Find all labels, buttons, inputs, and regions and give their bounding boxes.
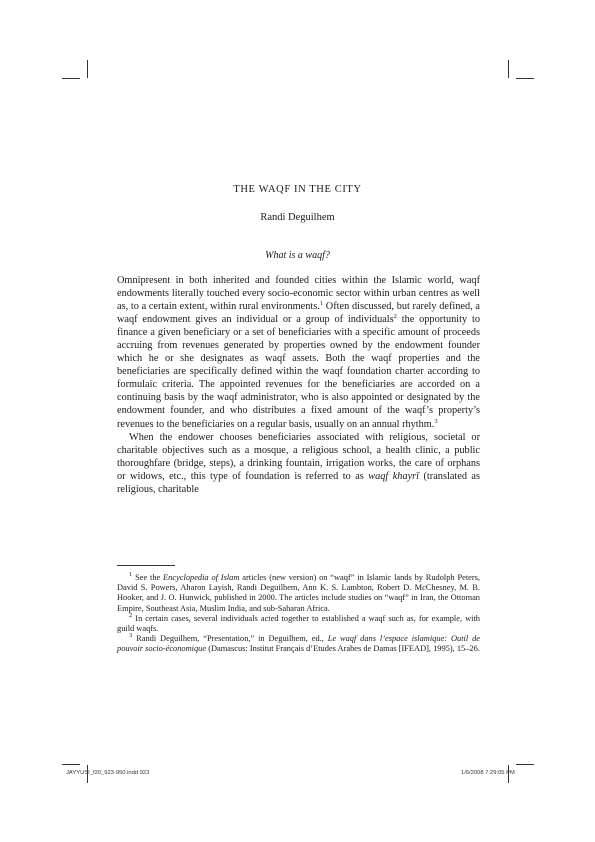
paragraph-2-text-a: When the endower chooses beneficiaries associated with religious, societal or charitable objectives such as a mosque, a religious school, a health clinic, a public thoroughfare (bridge, steps), a drinking fountain, irrigation works, the care of orphans or widows, etc., this type of foundation is referred to as <box>117 431 480 482</box>
footnotes <box>117 573 480 655</box>
paragraph-2-text-b: (translated as religious, charitable <box>117 470 481 495</box>
footnote-3-number: 3 <box>129 632 133 640</box>
crop-mark-top-left <box>87 60 88 78</box>
footnote-1-text-b: articles (new version) on “waqf” in Islamic lands by Rudolph Peters, David S. Powers, Aharon Layish, Randi Deguilhem, Ann K. S. Lambton, Robert D. McChesney, M. B. Hooker, and J. O. Hunwick, published in 2000. The articles include studies on “waqf” in Iran, the Ottoman Empire, Southeast Asia, Muslim India, and sub-Saharan Africa. <box>117 573 481 613</box>
paragraph-1-text-b: Often discussed, but rarely defined, a waqf endowment gives an individual or a group of individuals <box>117 301 481 326</box>
footnote-3-work-title: Le waqf dans l’espace islamique: Outil de pouvoir socio-économique <box>117 634 480 654</box>
paragraph-1-text-c: the opportunity to finance a given beneficiary or a set of beneficiaries with a specific amount of proceeds accruing from revenues generated by properties owned by the endowment founder which he or she designates as waqf assets. Both the waqf properties and the beneficiaries are specifically defined within the waqf foundation charter according to formulaic criteria. The appointed revenues for the beneficiaries are accorded on a continuing basis by the waqf administrator, who is also appointed or designated by the endowment founder, and who distributes a fixed amount of the waqf’s property’s revenues to the beneficiaries on a regular basis, usually on an annual rhythm. <box>117 314 480 430</box>
article-author: Randi Deguilhem <box>260 212 335 223</box>
footnote-divider <box>117 565 175 566</box>
footnote-3-text-b: (Damascus: Institut Français d’Etudes Arabes de Damas [IFEAD], 1995), 15–26. <box>206 644 480 654</box>
footnote-3 <box>117 634 480 654</box>
print-slug-file: JAYYUSI_f20_923-950.indd 923 <box>66 770 150 776</box>
footnote-1-text-a: See the <box>132 573 164 582</box>
body-text <box>117 274 480 496</box>
footnote-2 <box>117 611 480 634</box>
footnote-ref-1[interactable]: 1 <box>319 300 324 308</box>
footnote-ref-2[interactable]: 2 <box>393 313 397 321</box>
paragraph-1-text-a: Omnipresent in both inherited and founded cities within the Islamic world, waqf endowments literally touched every socio-economic sector within urban centres as well as, to a certain extent, within rural environments. <box>117 275 480 313</box>
footnote-2-number: 2 <box>129 611 133 619</box>
article-title: THE WAQF IN THE CITY <box>233 184 362 195</box>
footnote-3-text-a: Randi Deguilhem, “Presentation,” in Deguilhem, ed., <box>132 634 328 644</box>
footnote-ref-3[interactable]: 3 <box>434 417 438 425</box>
crop-mark-top-right <box>508 60 509 78</box>
term-waqf-khayri: waqf khayrī <box>368 470 420 482</box>
footnote-1-number: 1 <box>129 571 133 578</box>
section-heading: What is a waqf? <box>265 250 330 261</box>
crop-mark-bottom-right-h <box>516 764 534 765</box>
crop-mark-top-left-h <box>62 78 80 79</box>
footnote-2-text: In certain cases, several individuals acted together to established a waqf such as, for example, with guild waqfs. <box>117 613 480 634</box>
paragraph-2 <box>117 431 480 496</box>
footnote-1 <box>117 573 480 614</box>
crop-mark-bottom-left-h <box>62 764 80 765</box>
footnote-1-work-title: Encyclopedia of Islam <box>163 573 240 582</box>
paragraph-1 <box>117 274 480 431</box>
print-slug-timestamp: 1/6/2008 7:29:05 PM <box>461 770 515 776</box>
crop-mark-top-right-h <box>516 78 534 79</box>
